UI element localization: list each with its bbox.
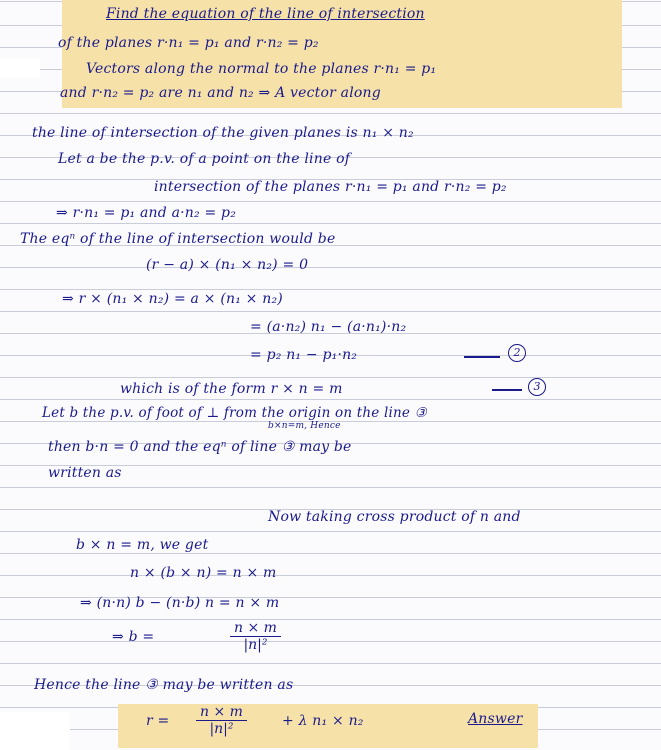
equation-line-19: b × n = m, we get (76, 537, 209, 553)
answer-fraction (196, 704, 247, 737)
solution-line-4: and r·n₂ = p₂ are n₁ and n₂ ⇒ A vector along (60, 85, 381, 101)
fraction-b-numerator: n × m (230, 620, 281, 637)
equation-line-20: n × (b × n) = n × m (130, 565, 277, 581)
solution-line-8: ⇒ r·n₁ = p₁ and a·n₂ = p₂ (56, 205, 237, 221)
answer-fraction-denominator: |n|² (209, 721, 234, 737)
solution-line-7: intersection of the planes r·n₁ = p₁ and r·n₂ = p₂ (154, 179, 507, 195)
problem-line-2: of the planes r·n₁ = p₁ and r·n₂ = p₂ (58, 35, 319, 51)
equation-dash-2 (464, 356, 500, 358)
equation-dash-3 (492, 389, 522, 391)
solution-line-9: The eqⁿ of the line of intersection would be (20, 231, 336, 247)
equation-line-13: = p₂ n₁ − p₁·n₂ (250, 347, 358, 363)
solution-line-15: Let b the p.v. of foot of ⊥ from the origin on the line ③ (42, 405, 427, 421)
solution-line-18: Now taking cross product of n and (268, 509, 521, 525)
margin-patch (0, 58, 40, 78)
solution-line-6: Let a be the p.v. of a point on the line of (58, 151, 351, 167)
equation-line-12: = (a·n₂) n₁ − (a·n₁)·n₂ (250, 319, 407, 335)
equation-number-2: 2 (508, 344, 526, 362)
solution-line-14: which is of the form r × n = m (120, 381, 343, 397)
margin-patch-bottom (0, 712, 70, 750)
solution-line-23: Hence the line ③ may be written as (34, 677, 294, 693)
answer-fraction-numerator: n × m (196, 704, 247, 721)
answer-label: Answer (468, 711, 523, 727)
equation-line-22: ⇒ b = (112, 629, 155, 645)
solution-line-3: Vectors along the normal to the planes r·n₁ = p₁ (86, 61, 437, 77)
solution-line-17: written as (48, 465, 122, 481)
solution-note: b×n=m, Hence (268, 421, 341, 431)
problem-line-1: Find the equation of the line of intersection (106, 6, 425, 22)
equation-line-21: ⇒ (n·n) b − (n·b) n = n × m (80, 595, 280, 611)
answer-equation-rhs: + λ n₁ × n₂ (282, 713, 364, 729)
fraction-b-denominator: |n|² (243, 637, 268, 653)
solution-line-5: the line of intersection of the given planes is n₁ × n₂ (32, 125, 414, 141)
solution-line-16: then b·n = 0 and the eqⁿ of line ③ may be (48, 439, 352, 455)
equation-number-3: 3 (528, 378, 546, 396)
answer-equation-lhs: r = (146, 713, 170, 729)
equation-line-11: ⇒ r × (n₁ × n₂) = a × (n₁ × n₂) (62, 291, 283, 307)
fraction-b (230, 620, 281, 653)
equation-line-10: (r − a) × (n₁ × n₂) = 0 (146, 257, 309, 273)
